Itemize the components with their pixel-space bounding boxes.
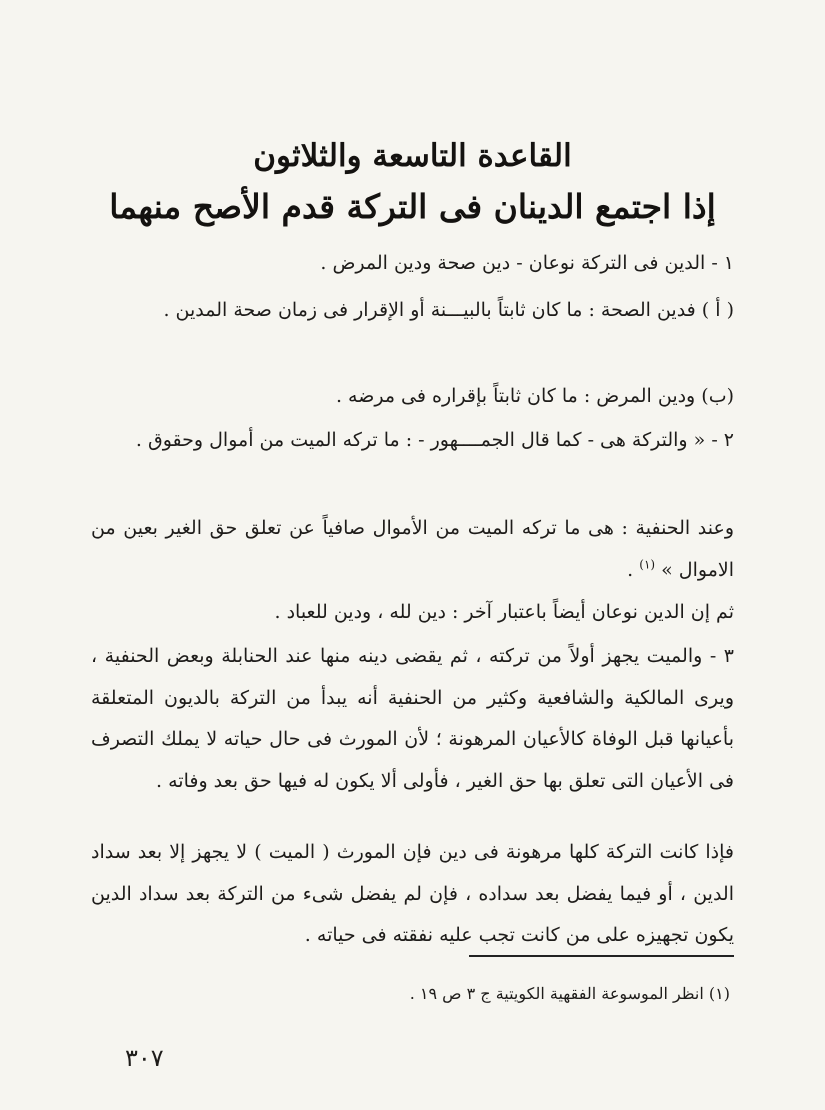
paragraph-1: ١ - الدين فى التركة نوعان - دين صحة ودين المرض .: [320, 252, 734, 274]
paragraph-4: ٢ - « والتركة هى - كما قال الجمــــهور - : ما تركه الميت من أموال وحقوق .: [135, 429, 734, 451]
paragraph-2: ( أ ) فدين الصحة : ما كان ثابتاً بالبيـــنة أو الإقرار فى زمان صحة المدين .: [163, 299, 734, 321]
paragraph-7: ٣ - والميت يجهز أولاً من تركته ، ثم يقضى دينه منها عند الحنابلة وبعض الحنفية ، ويرى المالكية والشافعية وكثير من الحنفية أنه يبدأ من التركة بالديون المتعلقة بأعيانها قبل الوفاة كالأعيان المرهونة ؛ لأن المورث فى حال حياته لا يملك التصرف فى الأعيان التى تعلق بها حق الغير ، فأولى ألا يكون له فيها حق بعد وفاته .: [91, 645, 734, 792]
paragraph-5-text: وعند الحنفية : هى ما تركه الميت من الأموال صافياً عن تعلق حق الغير بعين من الاموال »: [91, 517, 734, 581]
paragraph-5-end: .: [627, 558, 640, 581]
footnote-reference: (١): [639, 557, 656, 572]
page-number: ٣٠٧: [125, 1044, 164, 1072]
footnote: (١) انظر الموسوعة الفقهية الكويتية ج ٣ ص ١٩ .: [409, 984, 730, 1003]
footnote-divider: [469, 955, 734, 957]
rule-heading: القاعدة التاسعة والثلاثون: [253, 138, 572, 174]
rule-subheading: إذا اجتمع الدينان فى التركة قدم الأصح منهما: [109, 187, 716, 226]
paragraph-5: [91, 508, 734, 591]
paragraph-3: (ب) ودين المرض : ما كان ثابتاً بإقراره فى مرضه .: [335, 385, 734, 407]
paragraph-8: فإذا كانت التركة كلها مرهونة فى دين فإن المورث ( الميت ) لا يجهز إلا بعد سداد الدين ، أو فيما يفضل بعد سداده ، فإن لم يفضل شىء من التركة بعد سداد الدين يكون تجهيزه على من كانت تجب عليه نفقته فى حياته .: [91, 841, 734, 946]
paragraph-6: ثم إن الدين نوعان أيضاً باعتبار آخر : دين لله ، ودين للعباد .: [274, 601, 734, 623]
